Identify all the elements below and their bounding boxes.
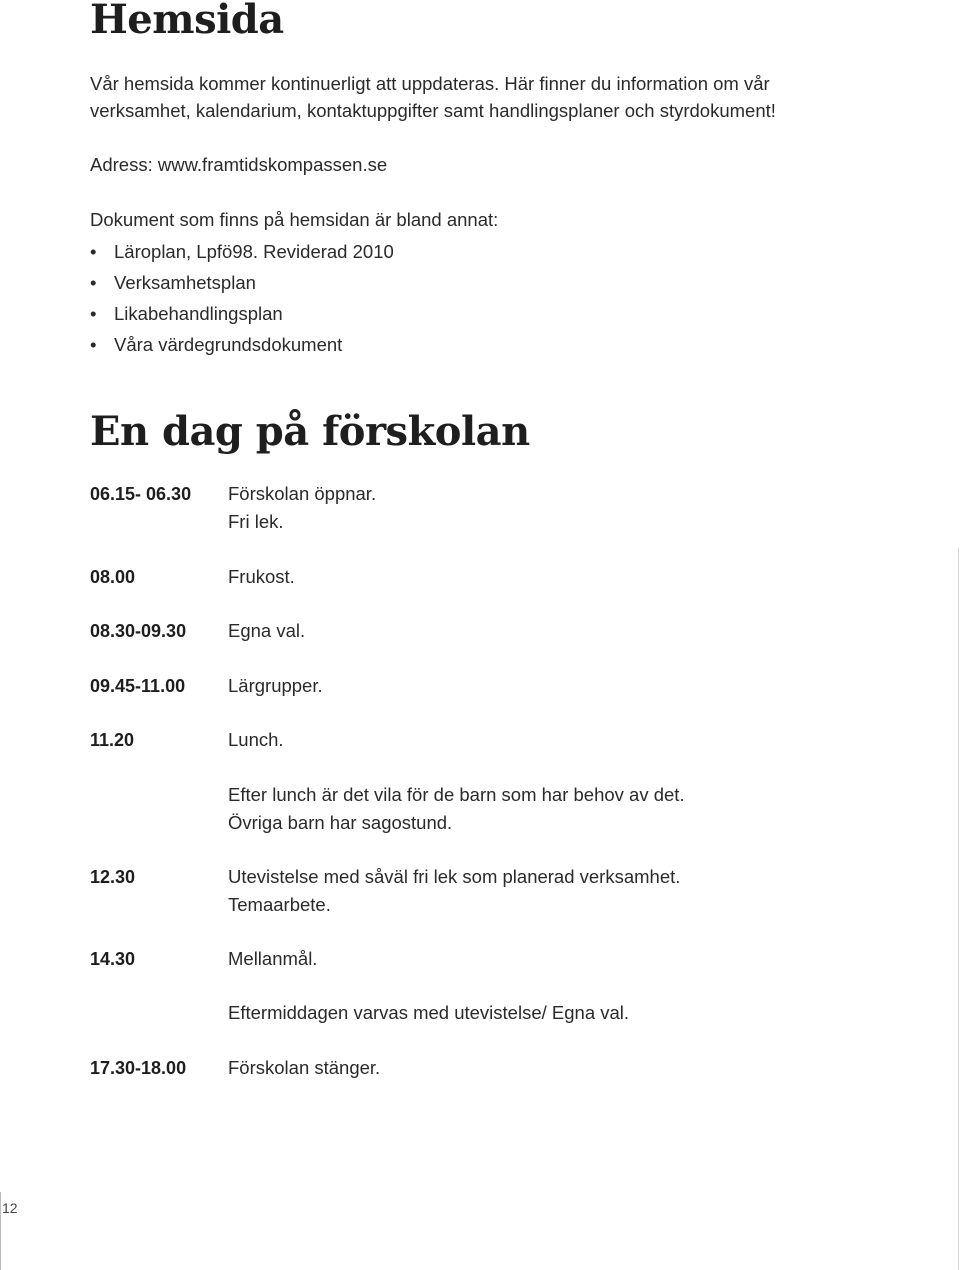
schedule-description: Frukost. [228,566,295,587]
intro-line-1: Vår hemsida kommer kontinuerligt att uppdateras. Här finner du information om vår [90,73,770,94]
schedule-description: Mellanmål. [228,948,318,969]
schedule-description: Utevistelse med såväl fri lek som planerad verksamhet. Temaarbete. [228,866,681,915]
schedule-description: Eftermiddagen varvas med utevistelse/ Egna val. [228,1002,630,1023]
page-number: 12 [2,1200,18,1216]
list-item: • Läroplan, Lpfö98. Reviderad 2010 [90,236,394,267]
schedule-time: 12.30 [90,867,136,887]
schedule-description: Förskolan öppnar. Fri lek. [228,483,377,532]
schedule-time: 14.30 [90,949,136,969]
documents-intro: Dokument som finns på hemsidan är bland annat: [90,209,499,230]
schedule-description: Egna val. [228,620,306,641]
bullet-icon: • [90,334,97,355]
bullet-icon: • [90,241,97,262]
schedule-description: Lunch. [228,729,284,750]
intro-paragraph [90,70,776,124]
document-list [90,236,394,360]
website-address: Adress: www.framtidskompassen.se [90,154,388,175]
intro-line-2: verksamhet, kalendarium, kontaktuppgifter samt handlingsplaner och styrdokument! [90,100,776,121]
list-item: • Likabehandlingsplan [90,298,394,329]
schedule-description: Efter lunch är det vila för de barn som har behov av det. Övriga barn har sagostund. [228,784,685,833]
page-margin-rule [958,548,959,1270]
bullet-icon: • [90,272,97,293]
section-title-hemsida: Hemsida [90,0,284,43]
schedule-description: Förskolan stänger. [228,1057,381,1078]
bullet-icon: • [90,303,97,324]
section-title-en-dag: En dag på förskolan [90,408,530,455]
schedule-time: 06.15- 06.30 [90,484,192,504]
list-item: • Våra värdegrundsdokument [90,329,394,360]
page-margin-rule [0,1192,1,1270]
schedule-time: 11.20 [90,730,135,750]
schedule-time: 08.00 [90,567,136,587]
list-item: • Verksamhetsplan [90,267,394,298]
schedule-time: 09.45-11.00 [90,676,186,696]
schedule-time: 17.30-18.00 [90,1058,187,1078]
schedule-description: Lärgrupper. [228,675,323,696]
schedule-time: 08.30-09.30 [90,621,187,641]
